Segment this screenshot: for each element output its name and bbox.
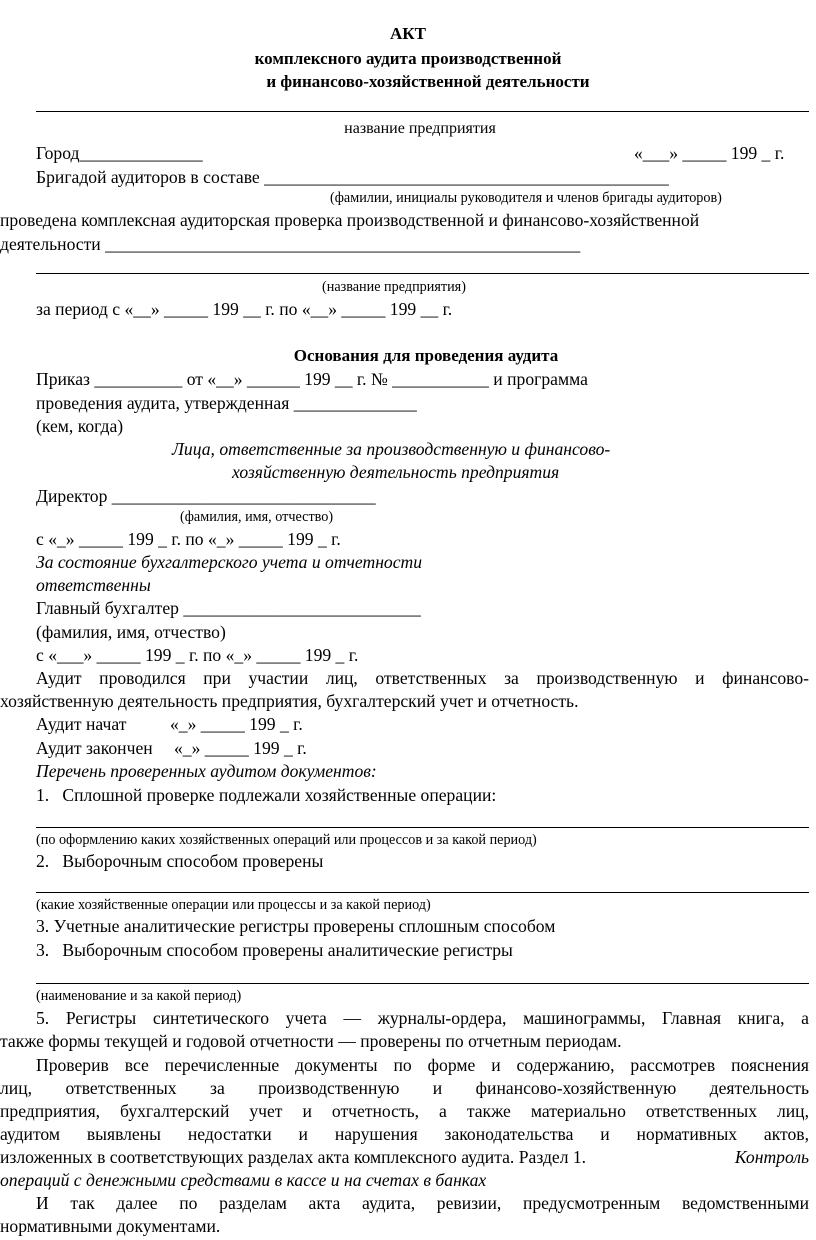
- enterprise-name-caption-2: (название предприятия): [322, 279, 466, 295]
- responsible-heading-1: Лица, ответственные за производственную и финансово-: [172, 439, 611, 459]
- participation-line-2: хозяйственную деятельность предприятия, бухгалтерский учет и отчетность.: [0, 691, 579, 711]
- document-item-2-caption: (какие хозяйственные операции или процессы и за какой период): [36, 897, 431, 913]
- enterprise-name-line-2: [36, 273, 809, 274]
- document-item-1: 1. Сплошной проверке подлежали хозяйственные операции:: [36, 785, 497, 805]
- brigade-line: Бригадой аудиторов в составе ______________________________________________: [36, 167, 669, 187]
- item-3b-blank-line: [36, 983, 809, 984]
- city-line: Город______________: [36, 143, 203, 163]
- chief-accountant-caption: (фамилия, имя, отчество): [36, 622, 226, 642]
- document-item-3b: 3. Выборочным способом проверены аналитические регистры: [36, 940, 513, 960]
- basis-heading: Основания для проведения аудита: [293, 346, 559, 365]
- director-period: с «_» _____ 199 _ г. по «_» _____ 199 _ г.: [36, 529, 341, 549]
- conclusion-line-5: [0, 1149, 809, 1167]
- conclusion-line-2: лиц, ответственных за производственную и финансово-хозяйственную деятельность: [0, 1078, 809, 1098]
- conclusion-line-6: операций с денежными средствами в кассе и на счетах в банках: [0, 1170, 487, 1190]
- audit-started-date: «_» _____ 199 _ г.: [170, 714, 303, 734]
- period-line: за период с «__» _____ 199 __ г. по «__» _____ 199 __ г.: [36, 299, 453, 319]
- audit-finished-date: «_» _____ 199 _ г.: [174, 738, 307, 758]
- document-subtitle-1: комплексного аудита производственной: [254, 49, 562, 68]
- document-item-2: 2. Выборочным способом проверены: [36, 851, 324, 871]
- final-paragraph-line-2: нормативными документами.: [0, 1216, 221, 1236]
- conclusion-line-3: предприятия, бухгалтерский учет и отчетность, а также материально ответственных лиц,: [0, 1101, 809, 1121]
- conclusion-section-title: Контроль: [734, 1147, 809, 1167]
- conclusion-line-4: аудитом выявлены недостатки и нарушения законодательства и нормативных актов,: [0, 1124, 809, 1144]
- chief-accountant-period: с «___» _____ 199 _ г. по «_» _____ 199 _ г.: [36, 645, 359, 665]
- document-item-5-line-1: 5. Регистры синтетического учета — журналы-ордера, машинограммы, Главная книга, а: [36, 1008, 809, 1028]
- check-line-2: деятельности ______________________________________________________: [0, 234, 581, 254]
- document-item-3b-caption: (наименование и за какой период): [36, 988, 242, 1004]
- document-item-3a: 3. Учетные аналитические регистры проверены сплошным способом: [36, 916, 556, 936]
- approved-line: проведения аудита, утвержденная ______________: [36, 393, 417, 413]
- who-when-caption: (кем, когда): [36, 416, 124, 436]
- documents-heading: Перечень проверенных аудитом документов:: [36, 761, 377, 781]
- conclusion-line-5-text: изложенных в соответствующих разделах акта комплексного аудита. Раздел 1.: [0, 1147, 587, 1167]
- item-2-blank-line: [36, 892, 809, 893]
- director-caption: (фамилия, имя, отчество): [180, 509, 334, 525]
- enterprise-name-caption: название предприятия: [344, 120, 496, 137]
- conclusion-line-1: Проверив все перечисленные документы по форме и содержанию, рассмотрев пояснения: [36, 1055, 809, 1075]
- check-line-1: проведена комплексная аудиторская проверка производственной и финансово-хозяйственной: [0, 210, 700, 230]
- accounting-heading-2: ответственны: [36, 575, 151, 595]
- audit-finished-label: Аудит закончен: [36, 738, 153, 758]
- item-1-blank-line: [36, 827, 809, 828]
- document-title: АКТ: [390, 24, 426, 43]
- audit-started-label: Аудит начат: [36, 714, 127, 734]
- chief-accountant-line: Главный бухгалтер ___________________________: [36, 598, 421, 618]
- participation-line-1: Аудит проводился при участии лиц, ответственных за производственную и финансово-: [36, 668, 809, 688]
- accounting-heading-1: За состояние бухгалтерского учета и отчетности: [36, 552, 423, 572]
- order-line: Приказ __________ от «__» ______ 199 __ г. № ___________ и программа: [36, 369, 588, 389]
- brigade-caption: (фамилии, инициалы руководителя и членов бригады аудиторов): [330, 190, 722, 206]
- document-item-5-line-2: также формы текущей и годовой отчетности — проверены по отчетным периодам.: [0, 1031, 622, 1051]
- document-item-1-caption: (по оформлению каких хозяйственных операций или процессов и за какой период): [36, 832, 537, 848]
- final-paragraph-line-1: И так далее по разделам акта аудита, ревизии, предусмотренным ведомственными: [36, 1193, 809, 1213]
- document-subtitle-2: и финансово-хозяйственной деятельности: [266, 72, 590, 91]
- enterprise-name-line: [36, 111, 809, 112]
- responsible-heading-2: хозяйственную деятельность предприятия: [232, 462, 560, 482]
- director-line: Директор ______________________________: [36, 486, 376, 506]
- date-line: «___» _____ 199 _ г.: [634, 143, 785, 163]
